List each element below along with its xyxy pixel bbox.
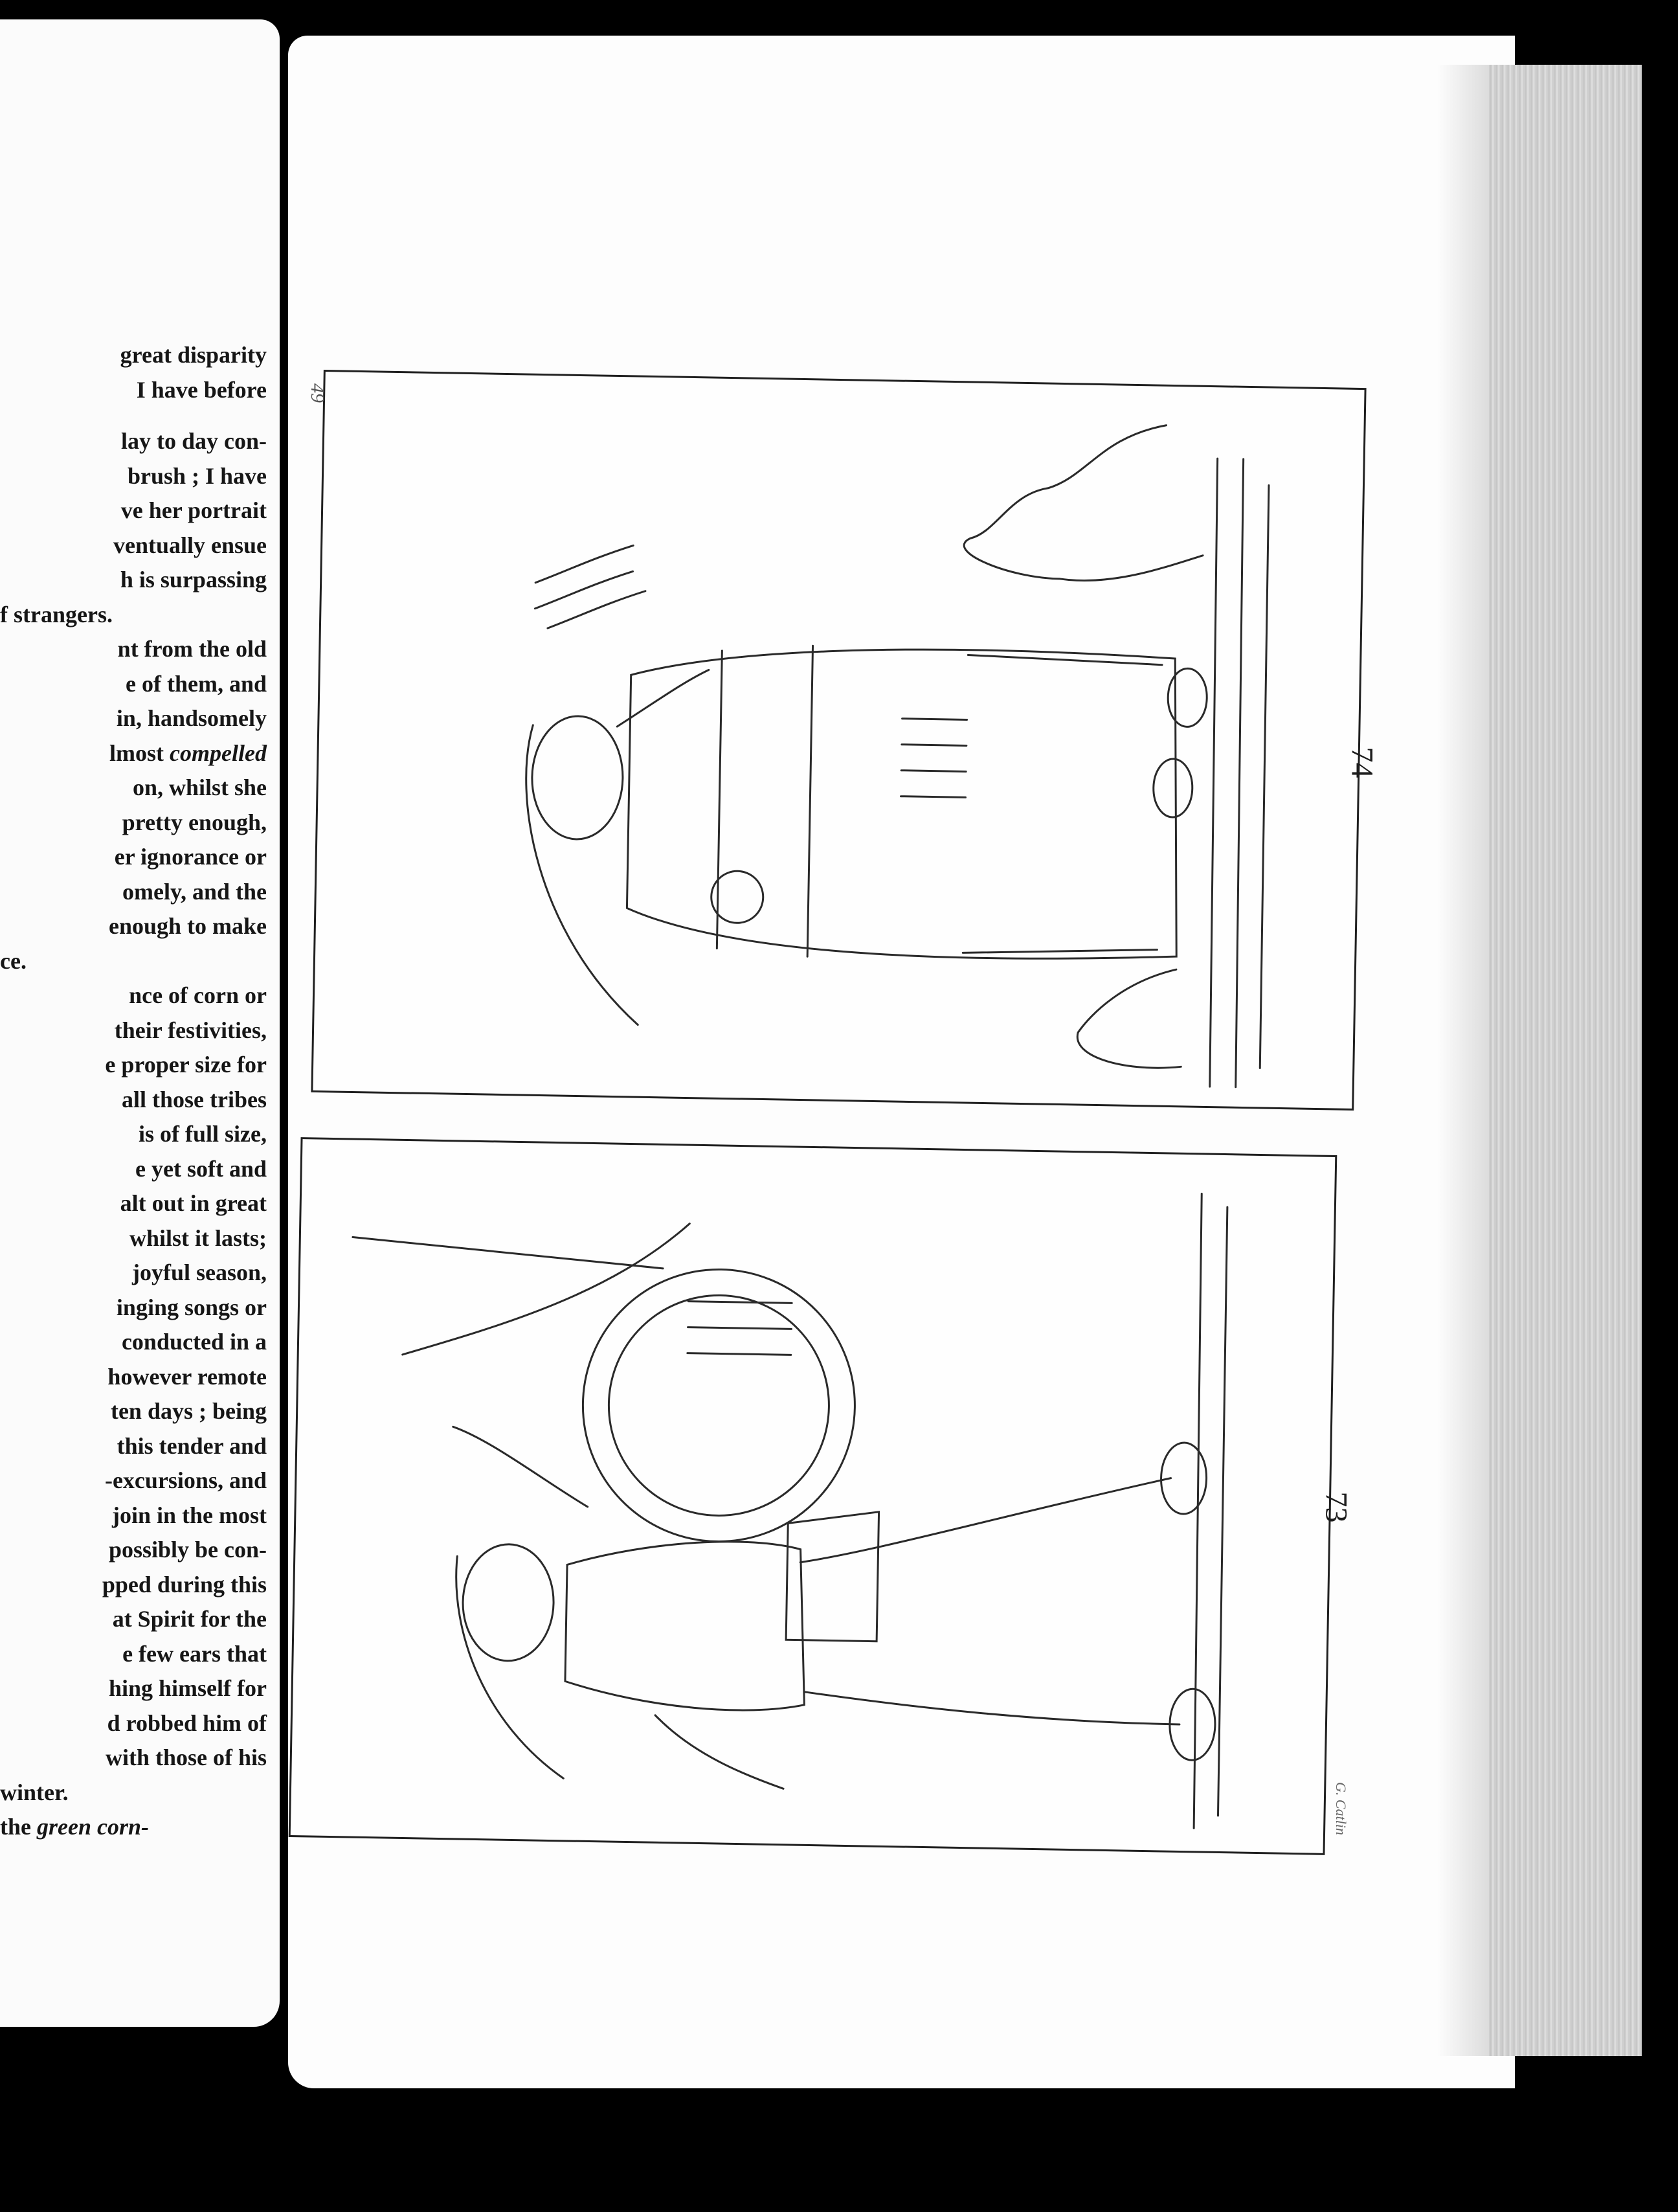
sun-ornament [711, 871, 763, 923]
text-line: ve her portrait [120, 497, 267, 523]
text-line-italic: lmost compelled [109, 739, 267, 766]
plate-number: 74 [1345, 747, 1380, 778]
dress-outline [626, 644, 1181, 962]
text-line: lay to day con- [121, 428, 267, 454]
text-line: conducted in a [121, 1329, 267, 1355]
ground-line [1258, 486, 1270, 1068]
text-line: d robbed him of [107, 1710, 267, 1736]
hair [453, 1556, 567, 1778]
text-line: omely, and the [122, 878, 267, 905]
artist-signature: G. Catlin [1332, 1782, 1349, 1835]
text-line: h is surpassing [120, 567, 267, 592]
torso [565, 1539, 807, 1711]
text-line: at Spirit for the [112, 1606, 267, 1632]
foot [1153, 759, 1193, 818]
book-page-edges [1489, 65, 1642, 2056]
ground-line [1207, 458, 1221, 1087]
plate-number: 73 [1319, 1491, 1354, 1523]
text-line: er ignorance or [114, 844, 267, 870]
text-line: with those of his [105, 1744, 267, 1770]
text-line: e of them, and [126, 670, 267, 697]
plate-73-drawing [291, 1139, 1336, 1853]
left-page-text [0, 338, 267, 1845]
plate-74-drawing [313, 372, 1364, 1109]
text-line: enough to make [108, 913, 267, 939]
text-line: f strangers. [0, 601, 113, 627]
text-line: however remote [107, 1363, 267, 1390]
text-line: great disparity [120, 342, 267, 368]
text-line: pped during this [102, 1571, 267, 1597]
foot [1167, 668, 1207, 727]
fringe-strokes [688, 1302, 792, 1355]
foliage-outline [963, 422, 1205, 582]
foliage-outline [1077, 968, 1182, 1068]
text-line: hing himself for [108, 1675, 267, 1701]
text-line: ce. [0, 947, 27, 974]
ground-line [1233, 459, 1247, 1087]
text-line: I have before [136, 376, 267, 403]
arrow [352, 1237, 664, 1269]
fringe-strokes [901, 719, 967, 798]
text-line: nce of corn or [129, 982, 267, 1008]
text-line: ventually ensue [113, 532, 267, 558]
text-line: alt out in great [120, 1190, 267, 1216]
feather-fan [535, 544, 646, 630]
figure-head [531, 716, 623, 840]
text-line: this tender and [117, 1432, 267, 1459]
hair [522, 725, 643, 1025]
text-line: -excursions, and [104, 1467, 267, 1493]
text-line: e yet soft and [135, 1155, 267, 1182]
text-line: e proper size for [105, 1052, 267, 1078]
text-line: e few ears that [122, 1640, 267, 1667]
dress-hem [963, 655, 1162, 956]
raised-arm [452, 1427, 589, 1507]
dress-seam [717, 644, 812, 956]
plate-corner-mark: 49 [307, 383, 328, 403]
text-line: all those tribes [122, 1086, 267, 1112]
text-line: whilst it lasts; [129, 1224, 267, 1251]
text-line: the green corn- [0, 1814, 149, 1840]
text-line: pretty enough, [122, 809, 267, 835]
text-line: nt from the old [117, 636, 267, 662]
text-line: brush ; I have [127, 462, 267, 489]
text-line: their festivities, [114, 1017, 267, 1043]
text-line: ten days ; being [110, 1398, 267, 1424]
figure-head [462, 1544, 555, 1662]
left-page [0, 19, 280, 2027]
leg [804, 1692, 1180, 1724]
text-line: possibly be con- [108, 1537, 267, 1563]
text-line: join in the most [111, 1502, 267, 1528]
shield [581, 1267, 857, 1544]
breechcloth [786, 1510, 878, 1641]
text-line: inging songs or [116, 1294, 267, 1320]
ground-line [1216, 1207, 1228, 1816]
leg [800, 1472, 1170, 1569]
plate-73-illustration [289, 1137, 1337, 1855]
text-line: on, whilst she [132, 774, 267, 800]
text-line: is of full size, [139, 1121, 267, 1147]
text-line: winter. [0, 1779, 69, 1805]
lower-arm [654, 1715, 785, 1789]
text-line: joyful season, [131, 1259, 267, 1285]
text-line: in, handsomely [116, 705, 267, 731]
plate-74-illustration [311, 370, 1366, 1111]
page-edge-shadow [1437, 65, 1495, 2056]
bow [403, 1219, 690, 1360]
